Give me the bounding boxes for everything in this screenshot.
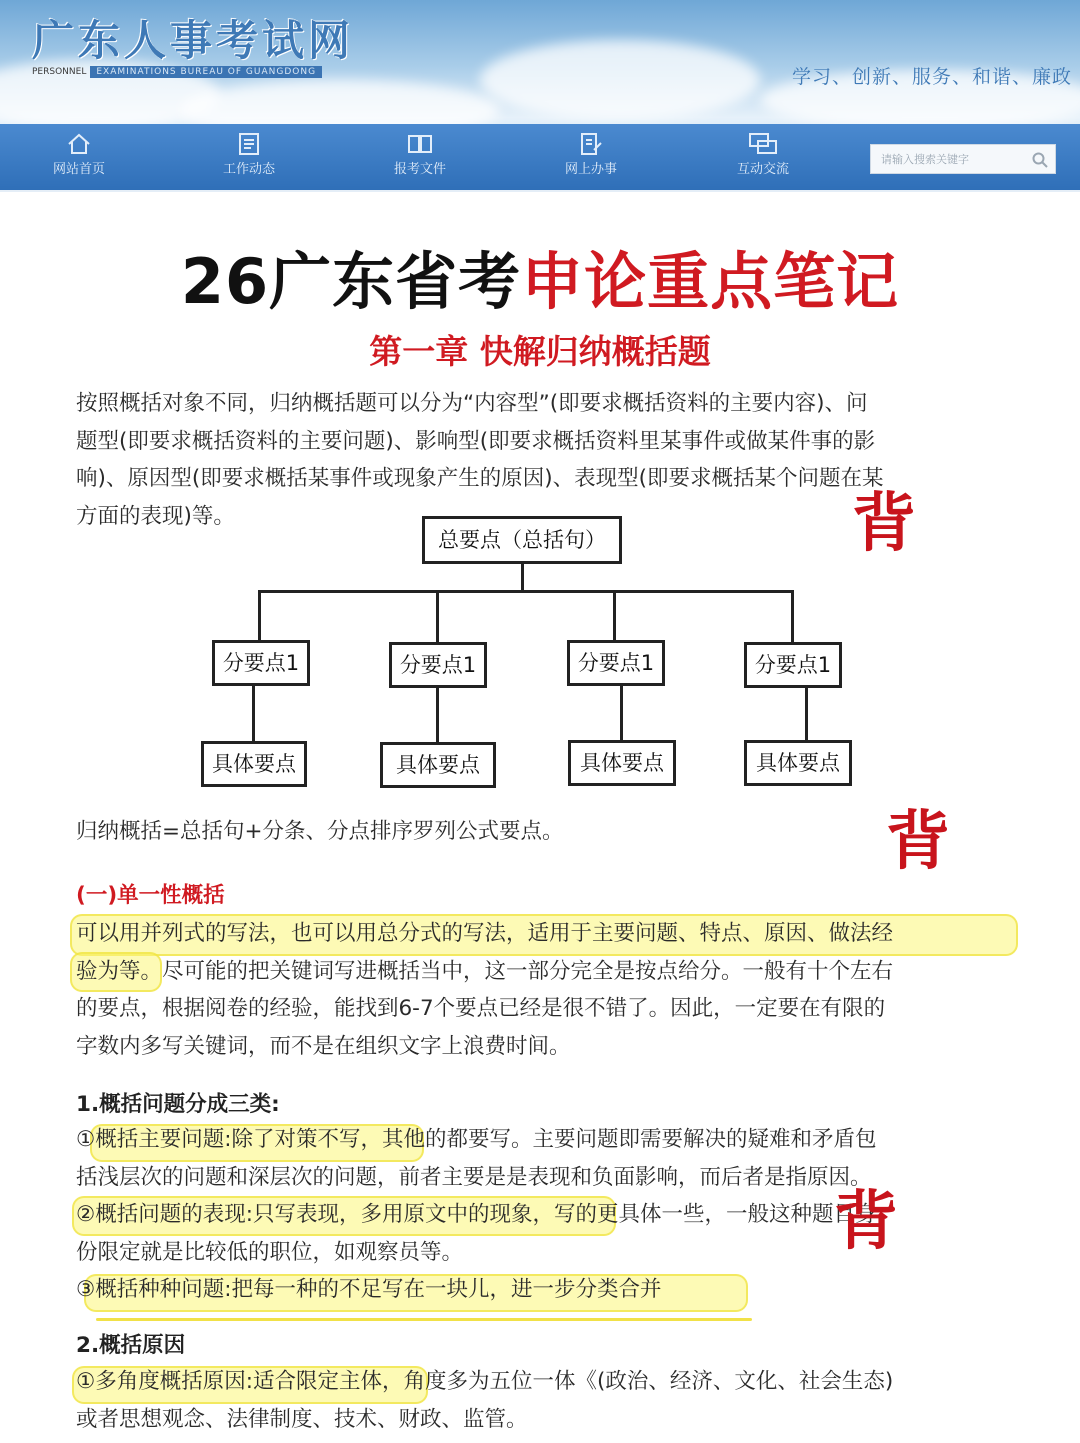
- section1-line: 可以用并列式的写法，也可以用总分式的写法，适用于主要问题、特点、原因、做法经: [76, 921, 894, 946]
- nav-item-documents[interactable]: 报考文件: [375, 132, 465, 177]
- memorize-stamp: 背: [852, 487, 916, 561]
- intro-line: 题型(即要求概括资料的主要问题)、影响型(即要求概括资料里某事件或做某件事的影: [76, 428, 876, 454]
- book-icon: [407, 132, 433, 156]
- news-icon: [236, 132, 262, 156]
- subsection1-line: 括浅层次的问题和深层次的问题，前者主要是是表现和负面影响，而后者是指原因。: [76, 1164, 872, 1190]
- nav-item-interaction[interactable]: 互动交流: [718, 132, 808, 177]
- subsection2-paragraph: [76, 1363, 1016, 1438]
- subsection1-line: ①概括主要问题:除了对策不写，其他的都要写。主要问题即需要解决的疑难和矛盾包: [76, 1127, 877, 1152]
- search-icon[interactable]: [1031, 151, 1049, 169]
- subsection2-line: ①多角度概括原因:适合限定主体，角度多为五位一体《(政治、经济、文化、社会生态): [76, 1369, 894, 1394]
- nav-item-home[interactable]: 网站首页: [34, 132, 124, 177]
- memorize-stamp: 背: [886, 805, 950, 879]
- diagram-branch-node: 分要点1: [567, 640, 665, 686]
- subsection-heading: 1.概括问题分成三类:: [76, 1092, 280, 1117]
- section1-line: 验为等。尽可能的把关键词写进概括当中，这一部分完全是按点给分。一般有十个左右: [76, 958, 894, 984]
- diagram-leaf-node: 具体要点: [744, 740, 852, 786]
- nav-item-online-service[interactable]: 网上办事: [546, 132, 636, 177]
- subsection1-line: ③概括种种问题:把每一种的不足写在一块儿，进一步分类合并: [76, 1277, 662, 1302]
- diagram-branch-node: 分要点1: [744, 642, 842, 688]
- subsection-heading: 2.概括原因: [76, 1333, 186, 1358]
- site-slogan: 学习、创新、服务、和谐、廉政: [791, 66, 1072, 88]
- subsection1-line: ②概括问题的表现:只写表现，多用原文中的现象，写的更具体一些，一般这种题目身: [76, 1202, 877, 1227]
- diagram-leaf-node: 具体要点: [201, 741, 307, 787]
- chat-icon: [748, 132, 778, 156]
- diagram-root-node: 总要点（总括句）: [422, 516, 622, 564]
- subsection2-line: 或者思想观念、法律制度、技术、财政、监管。: [76, 1406, 528, 1432]
- memorize-stamp: 背: [834, 1185, 898, 1259]
- nav-item-news[interactable]: 工作动态: [204, 132, 294, 177]
- document-title: 26广东省考申论重点笔记: [180, 245, 900, 318]
- section1-line: 字数内多写关键词，而不是在组织文字上浪费时间。: [76, 1033, 571, 1059]
- home-icon: [66, 132, 92, 156]
- intro-line: 响)、原因型(即要求概括某事件或现象产生的原因)、表现型(即要求概括某个问题在某: [76, 466, 884, 491]
- subsection1-line: 份限定就是比较低的职位，如观察员等。: [76, 1239, 464, 1265]
- highlighter-underline: [96, 1318, 752, 1321]
- chapter-heading: 第一章 快解归纳概括题: [369, 332, 711, 371]
- site-logo[interactable]: 广东人事考试网: [32, 16, 355, 65]
- site-logo-subtitle: PERSONNEL EXAMINATIONS BUREAU OF GUANGDONG: [32, 64, 322, 80]
- section1-line: 的要点，根据阅卷的经验，能找到6-7个要点已经是很不错了。因此，一定要在有限的: [76, 996, 886, 1021]
- diagram-branch-node: 分要点1: [212, 640, 310, 686]
- section1-paragraph: [76, 915, 1016, 1065]
- section-heading: (一)单一性概括: [76, 883, 225, 908]
- edit-icon: [578, 132, 604, 156]
- diagram-leaf-node: 具体要点: [568, 740, 676, 786]
- diagram-branch-node: 分要点1: [389, 642, 487, 688]
- formula-line: 归纳概括=总括句+分条、分点排序罗列公式要点。: [76, 819, 564, 844]
- intro-line: 按照概括对象不同，归纳概括题可以分为“内容型”(即要求概括资料的主要内容)、问: [76, 391, 868, 416]
- site-search-input[interactable]: 请输入搜索关键字: [870, 144, 1056, 174]
- diagram-leaf-node: 具体要点: [380, 742, 496, 788]
- intro-line: 方面的表现)等。: [76, 503, 235, 529]
